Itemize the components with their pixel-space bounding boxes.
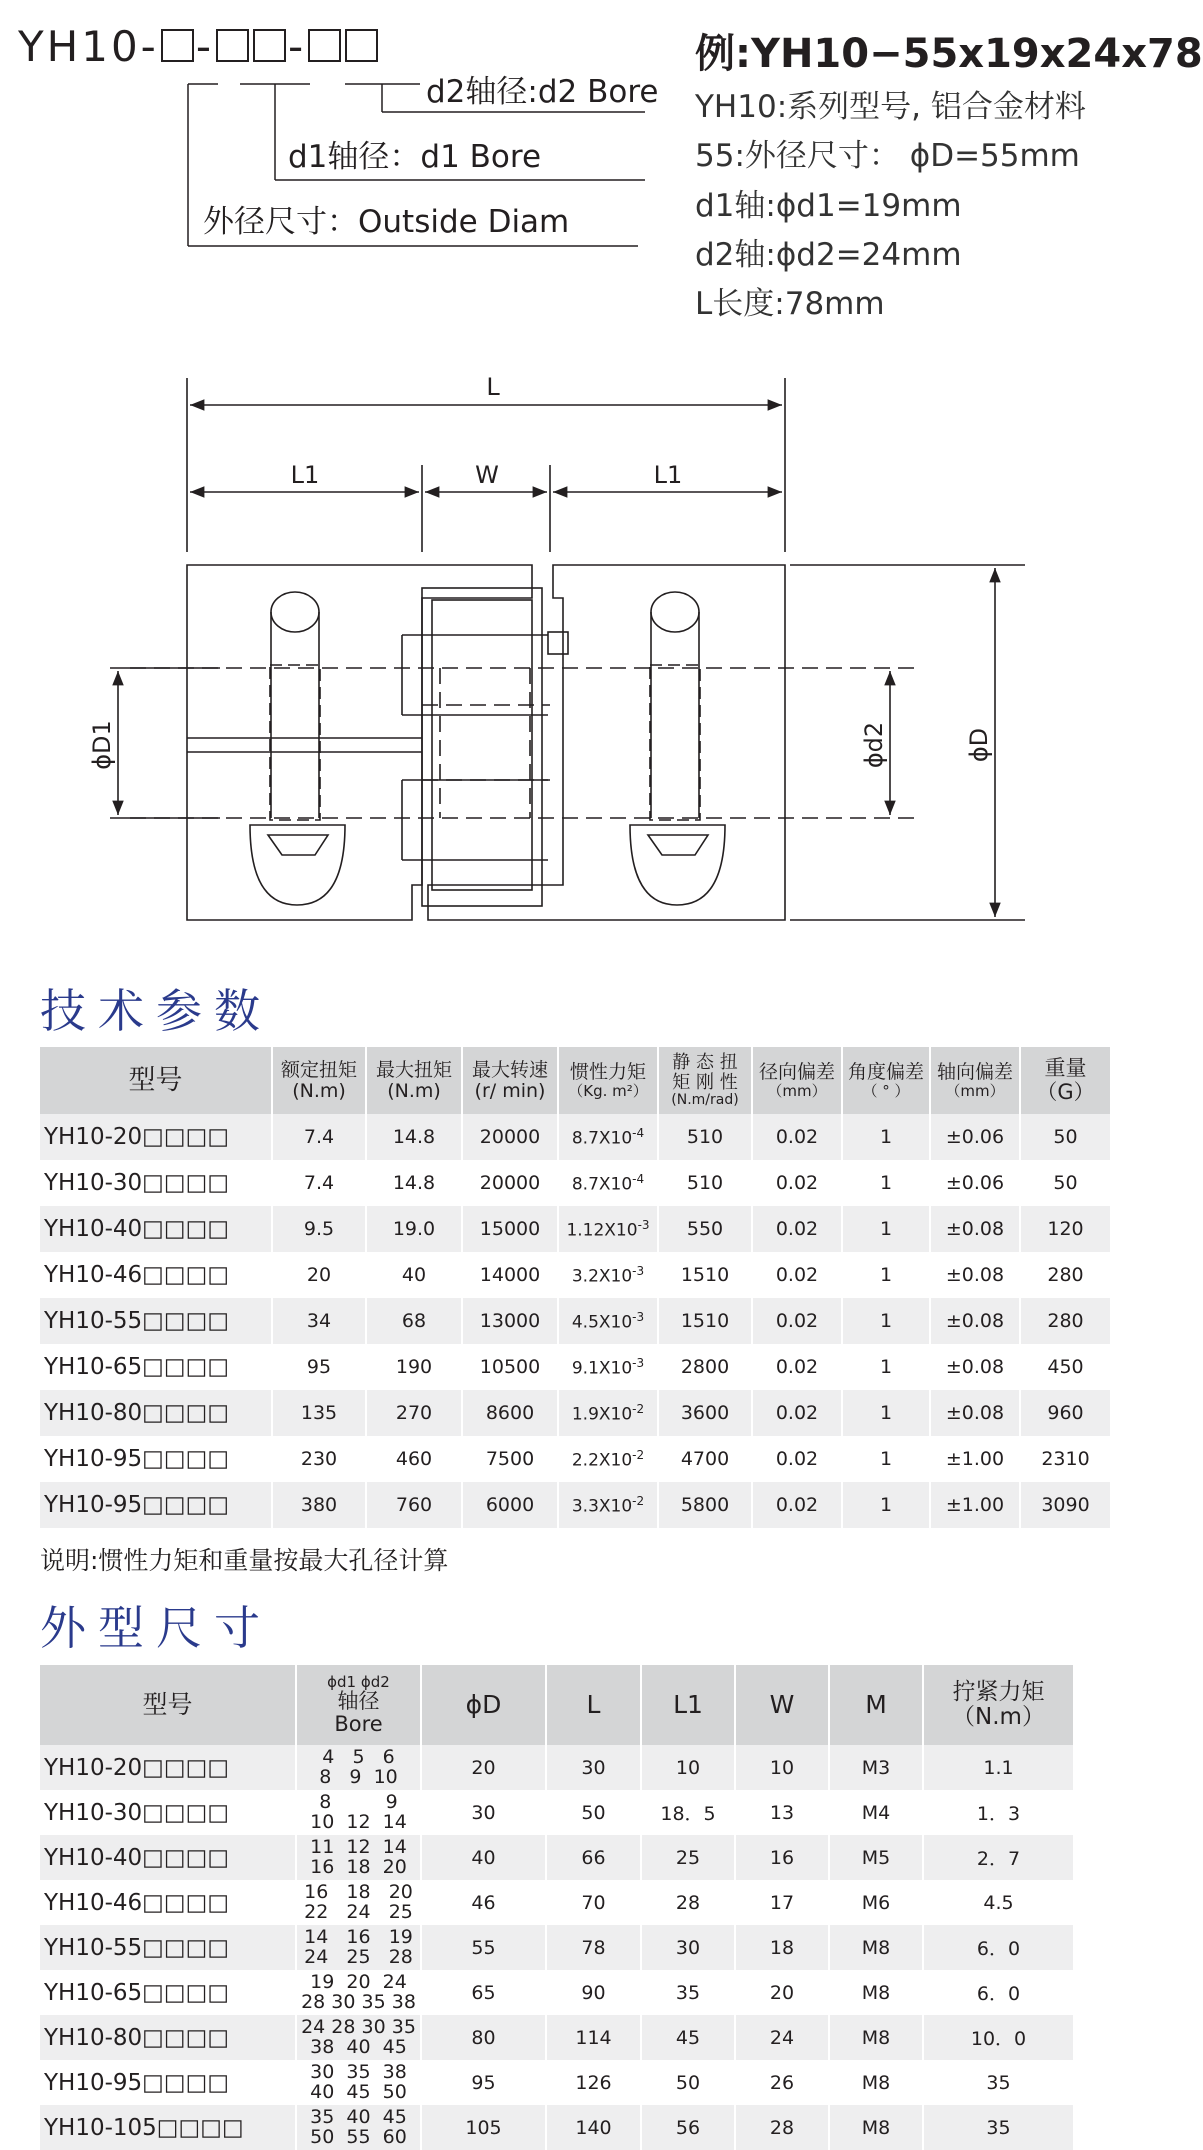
- cell-l1: 50: [641, 2060, 735, 2105]
- cell-radial: 0.02: [752, 1390, 842, 1436]
- label-L: L: [486, 373, 500, 401]
- cell-model: YH10-55□□□□: [40, 1298, 272, 1344]
- model-code-prefix: YH10-: [18, 22, 159, 71]
- inertia-exponent: -2: [632, 1401, 645, 1416]
- inertia-base: 1.9X10: [571, 1404, 633, 1425]
- cell-l1: 30: [641, 1925, 735, 1970]
- inertia-exponent: -3: [637, 1217, 650, 1232]
- bore-values-d1: 35 40 45: [310, 2105, 407, 2128]
- cell-rated-torque: 9.5: [272, 1206, 366, 1252]
- cell-model: YH10-20□□□□: [40, 1114, 272, 1160]
- table-row: [40, 1790, 1073, 1835]
- cell-w: 18: [735, 1925, 829, 1970]
- inertia-exponent: -3: [632, 1309, 645, 1324]
- cell-max-torque: 14.8: [366, 1114, 462, 1160]
- cell-axial: ±0.08: [930, 1206, 1020, 1252]
- bore-values-d2: 50 55 60: [310, 2125, 407, 2148]
- th-w: W: [735, 1665, 829, 1745]
- cell-l1: 28: [641, 1880, 735, 1925]
- cell-max-torque: 14.8: [366, 1160, 462, 1206]
- cell-m: M8: [829, 1970, 923, 2015]
- cell-inertia: [558, 1436, 658, 1482]
- th-l1: L1: [641, 1665, 735, 1745]
- cell-rated-torque: 135: [272, 1390, 366, 1436]
- cell-m: M5: [829, 1835, 923, 1880]
- cell-tightening-torque: 35: [923, 2060, 1073, 2105]
- cell-bore: [296, 2105, 421, 2150]
- cell-bore: [296, 1835, 421, 1880]
- table-row: [40, 2015, 1073, 2060]
- cell-radial: 0.02: [752, 1160, 842, 1206]
- example-line: YH10:系列型号, 铝合金材料: [695, 89, 1086, 125]
- bore-values-d2: 10 12 14: [310, 1810, 407, 1833]
- cell-bore: [296, 1745, 421, 1790]
- cell-axial: ±0.06: [930, 1160, 1020, 1206]
- cell-weight: 120: [1020, 1206, 1110, 1252]
- bore-values-d1: 8 9: [319, 1790, 398, 1813]
- cell-outer-diameter: 55: [421, 1925, 546, 1970]
- example-line: L长度:78mm: [695, 286, 885, 322]
- cell-max-speed: 14000: [462, 1252, 558, 1298]
- cell-radial: 0.02: [752, 1114, 842, 1160]
- tech-note: 说明:惯性力矩和重量按最大孔径计算: [40, 1546, 449, 1575]
- inertia-exponent: -4: [632, 1125, 645, 1140]
- cell-w: 20: [735, 1970, 829, 2015]
- cell-length: 66: [546, 1835, 641, 1880]
- cell-bore: [296, 1880, 421, 1925]
- inertia-exponent: -4: [632, 1171, 645, 1186]
- cell-tightening-torque: 1.1: [923, 1745, 1073, 1790]
- cell-angle: 1: [842, 1114, 930, 1160]
- cell-model: YH10-95□□□□: [40, 2060, 296, 2105]
- cell-angle: 1: [842, 1160, 930, 1206]
- d2-bore-label: d2轴径:d2 Bore: [426, 74, 659, 110]
- cell-length: 126: [546, 2060, 641, 2105]
- inertia-base: 1.12X10: [566, 1220, 638, 1241]
- cell-radial: 0.02: [752, 1298, 842, 1344]
- cell-rated-torque: 34: [272, 1298, 366, 1344]
- table-row: [40, 2060, 1073, 2105]
- th-weight: 重量 （G）: [1020, 1047, 1110, 1114]
- cell-inertia: [558, 1298, 658, 1344]
- th-length: L: [546, 1665, 641, 1745]
- cell-model: YH10-20□□□□: [40, 1745, 296, 1790]
- cell-max-speed: 20000: [462, 1160, 558, 1206]
- cell-model: YH10-40□□□□: [40, 1206, 272, 1252]
- th-max-speed: 最大转速 (r/ min): [462, 1047, 558, 1114]
- cell-weight: 960: [1020, 1390, 1110, 1436]
- inertia-base: 8.7X10: [571, 1128, 633, 1149]
- cell-model: YH10-80□□□□: [40, 2015, 296, 2060]
- cell-length: 50: [546, 1790, 641, 1835]
- bore-values-d2: 8 9 10: [319, 1765, 398, 1788]
- bore-values-d1: 14 16 19: [304, 1925, 413, 1948]
- cell-rated-torque: 380: [272, 1482, 366, 1528]
- th-axial: 轴向偏差 （mm）: [930, 1047, 1020, 1114]
- cell-weight: 50: [1020, 1114, 1110, 1160]
- bore-values-d1: 16 18 20: [304, 1880, 413, 1903]
- cell-outer-diameter: 105: [421, 2105, 546, 2150]
- inertia-base: 4.5X10: [571, 1312, 633, 1333]
- cell-tightening-torque: 1．3: [923, 1790, 1073, 1835]
- cell-max-torque: 190: [366, 1344, 462, 1390]
- cell-max-torque: 40: [366, 1252, 462, 1298]
- cell-axial: ±0.08: [930, 1390, 1020, 1436]
- table-row: [40, 1160, 1110, 1206]
- bore-values-d1: 24 28 30 35: [301, 2015, 416, 2038]
- bore-values-d2: 28 30 35 38: [301, 1990, 416, 2013]
- cell-bore: [296, 2060, 421, 2105]
- bore-values-d2: 22 24 25: [304, 1900, 413, 1923]
- label-L1-right: L1: [653, 461, 683, 489]
- cell-weight: 2310: [1020, 1436, 1110, 1482]
- cell-inertia: [558, 1206, 658, 1252]
- cell-w: 26: [735, 2060, 829, 2105]
- cell-weight: 50: [1020, 1160, 1110, 1206]
- tech-section-title: 技术参数: [40, 984, 272, 1038]
- label-L1-left: L1: [290, 461, 320, 489]
- cell-inertia: [558, 1160, 658, 1206]
- cell-inertia: [558, 1344, 658, 1390]
- bore-values-d1: 4 5 6: [322, 1745, 395, 1768]
- table-row: [40, 1436, 1110, 1482]
- cell-radial: 0.02: [752, 1252, 842, 1298]
- cell-inertia: [558, 1252, 658, 1298]
- example-line: 55:外径尺寸： ϕD=55mm: [695, 138, 1080, 174]
- cell-axial: ±0.08: [930, 1252, 1020, 1298]
- cell-max-torque: 68: [366, 1298, 462, 1344]
- cell-outer-diameter: 40: [421, 1835, 546, 1880]
- label-D: ϕD: [965, 727, 993, 763]
- cell-w: 16: [735, 1835, 829, 1880]
- table-row: [40, 1390, 1110, 1436]
- cell-max-torque: 760: [366, 1482, 462, 1528]
- th-outer-diameter: ϕD: [421, 1665, 546, 1745]
- coupling-drawing: [0, 360, 1150, 940]
- example-title: 例:YH10−55x19x24x78: [695, 31, 1203, 77]
- example-line: d2轴:ϕd2=24mm: [695, 237, 962, 273]
- cell-w: 13: [735, 1790, 829, 1835]
- tech-params-table: [40, 1047, 1110, 1528]
- cell-angle: 1: [842, 1298, 930, 1344]
- cell-bore: [296, 1970, 421, 2015]
- cell-radial: 0.02: [752, 1344, 842, 1390]
- cell-tightening-torque: 6．0: [923, 1925, 1073, 1970]
- cell-length: 70: [546, 1880, 641, 1925]
- cell-max-torque: 19.0: [366, 1206, 462, 1252]
- cell-m: M3: [829, 1745, 923, 1790]
- cell-angle: 1: [842, 1482, 930, 1528]
- cell-max-speed: 8600: [462, 1390, 558, 1436]
- cell-tightening-torque: 10．0: [923, 2015, 1073, 2060]
- table-row: [40, 1252, 1110, 1298]
- cell-stiffness: 510: [658, 1160, 752, 1206]
- cell-angle: 1: [842, 1344, 930, 1390]
- cell-model: YH10-105□□□□: [40, 2105, 296, 2150]
- cell-axial: ±0.08: [930, 1344, 1020, 1390]
- cell-length: 114: [546, 2015, 641, 2060]
- cell-model: YH10-40□□□□: [40, 1835, 296, 1880]
- cell-tightening-torque: 4.5: [923, 1880, 1073, 1925]
- cell-length: 30: [546, 1745, 641, 1790]
- code-dash: -: [288, 22, 307, 71]
- cell-inertia: [558, 1114, 658, 1160]
- inertia-exponent: -2: [632, 1447, 645, 1462]
- bore-values-d1: 30 35 38: [310, 2060, 407, 2083]
- cell-w: 24: [735, 2015, 829, 2060]
- th-inertia: 惯性力矩 （Kg. m²）: [558, 1047, 658, 1114]
- cell-axial: ±1.00: [930, 1482, 1020, 1528]
- cell-stiffness: 5800: [658, 1482, 752, 1528]
- inertia-base: 8.7X10: [571, 1174, 633, 1195]
- th-stiffness: 静 态 扭 矩 刚 性 (N.m/rad): [658, 1047, 752, 1114]
- cell-m: M8: [829, 2015, 923, 2060]
- cell-w: 10: [735, 1745, 829, 1790]
- table-row: [40, 1835, 1073, 1880]
- th-max-torque: 最大扭矩 (N.m): [366, 1047, 462, 1114]
- cell-stiffness: 550: [658, 1206, 752, 1252]
- inertia-base: 2.2X10: [571, 1450, 633, 1471]
- table-row: [40, 1482, 1110, 1528]
- example-line: d1轴:ϕd1=19mm: [695, 188, 962, 224]
- label-d2: ϕd2: [860, 721, 888, 769]
- outside-diam-label: 外径尺寸：Outside Diam: [203, 204, 570, 240]
- cell-m: M8: [829, 1925, 923, 1970]
- cell-m: M6: [829, 1880, 923, 1925]
- dim-section-title: 外型尺寸: [40, 1601, 272, 1655]
- cell-weight: 3090: [1020, 1482, 1110, 1528]
- cell-outer-diameter: 65: [421, 1970, 546, 2015]
- cell-model: YH10-30□□□□: [40, 1790, 296, 1835]
- bore-values-d2: 38 40 45: [310, 2035, 407, 2058]
- cell-l1: 56: [641, 2105, 735, 2150]
- cell-max-speed: 15000: [462, 1206, 558, 1252]
- cell-rated-torque: 95: [272, 1344, 366, 1390]
- cell-angle: 1: [842, 1206, 930, 1252]
- cell-w: 17: [735, 1880, 829, 1925]
- cell-outer-diameter: 95: [421, 2060, 546, 2105]
- table-row: [40, 1298, 1110, 1344]
- th-bore: ϕd1 ϕd2 轴径 Bore: [296, 1665, 421, 1745]
- table-row: [40, 1114, 1110, 1160]
- cell-stiffness: 510: [658, 1114, 752, 1160]
- inertia-exponent: -3: [632, 1263, 645, 1278]
- cell-bore: [296, 2015, 421, 2060]
- cell-model: YH10-55□□□□: [40, 1925, 296, 1970]
- table-row: [40, 1206, 1110, 1252]
- dimensions-table: [40, 1665, 1073, 2150]
- cell-m: M8: [829, 2105, 923, 2150]
- cell-max-torque: 460: [366, 1436, 462, 1482]
- cell-outer-diameter: 46: [421, 1880, 546, 1925]
- table-row: [40, 2105, 1073, 2150]
- cell-stiffness: 1510: [658, 1298, 752, 1344]
- cell-stiffness: 2800: [658, 1344, 752, 1390]
- cell-model: YH10-65□□□□: [40, 1344, 272, 1390]
- cell-max-torque: 270: [366, 1390, 462, 1436]
- cell-model: YH10-46□□□□: [40, 1880, 296, 1925]
- cell-model: YH10-80□□□□: [40, 1390, 272, 1436]
- label-W: W: [475, 461, 499, 489]
- th-tightening-torque: 拧紧力矩 （N.m）: [923, 1665, 1073, 1745]
- cell-l1: 10: [641, 1745, 735, 1790]
- cell-tightening-torque: 6．0: [923, 1970, 1073, 2015]
- cell-angle: 1: [842, 1436, 930, 1482]
- cell-model: YH10-95□□□□: [40, 1482, 272, 1528]
- cell-radial: 0.02: [752, 1206, 842, 1252]
- cell-radial: 0.02: [752, 1482, 842, 1528]
- inertia-base: 3.3X10: [571, 1496, 633, 1517]
- cell-angle: 1: [842, 1390, 930, 1436]
- cell-outer-diameter: 20: [421, 1745, 546, 1790]
- cell-m: M8: [829, 2060, 923, 2105]
- cell-axial: ±0.08: [930, 1298, 1020, 1344]
- cell-angle: 1: [842, 1252, 930, 1298]
- cell-max-speed: 13000: [462, 1298, 558, 1344]
- cell-tightening-torque: 35: [923, 2105, 1073, 2150]
- cell-l1: 35: [641, 1970, 735, 2015]
- cell-max-speed: 10500: [462, 1344, 558, 1390]
- cell-m: M4: [829, 1790, 923, 1835]
- cell-weight: 280: [1020, 1252, 1110, 1298]
- bore-values-d1: 19 20 24: [310, 1970, 407, 1993]
- cell-l1: 25: [641, 1835, 735, 1880]
- cell-model: YH10-46□□□□: [40, 1252, 272, 1298]
- cell-outer-diameter: 30: [421, 1790, 546, 1835]
- cell-max-speed: 6000: [462, 1482, 558, 1528]
- cell-max-speed: 7500: [462, 1436, 558, 1482]
- cell-w: 28: [735, 2105, 829, 2150]
- cell-stiffness: 4700: [658, 1436, 752, 1482]
- th-model: 型号: [40, 1047, 272, 1114]
- table-row: [40, 1880, 1073, 1925]
- bore-values-d2: 16 18 20: [310, 1855, 407, 1878]
- cell-tightening-torque: 2．7: [923, 1835, 1073, 1880]
- label-D1: ϕD1: [88, 720, 116, 770]
- cell-length: 78: [546, 1925, 641, 1970]
- table-row: [40, 1344, 1110, 1390]
- table-row: [40, 1970, 1073, 2015]
- bore-values-d2: 24 25 28: [304, 1945, 413, 1968]
- cell-length: 90: [546, 1970, 641, 2015]
- cell-outer-diameter: 80: [421, 2015, 546, 2060]
- cell-rated-torque: 230: [272, 1436, 366, 1482]
- bore-values-d1: 11 12 14: [310, 1835, 407, 1858]
- cell-max-speed: 20000: [462, 1114, 558, 1160]
- cell-l1: 18．5: [641, 1790, 735, 1835]
- cell-bore: [296, 1790, 421, 1835]
- table-row: [40, 1925, 1073, 1970]
- cell-rated-torque: 7.4: [272, 1114, 366, 1160]
- cell-bore: [296, 1925, 421, 1970]
- cell-model: YH10-30□□□□: [40, 1160, 272, 1206]
- cell-axial: ±1.00: [930, 1436, 1020, 1482]
- cell-l1: 45: [641, 2015, 735, 2060]
- cell-stiffness: 1510: [658, 1252, 752, 1298]
- cell-rated-torque: 20: [272, 1252, 366, 1298]
- th-model: 型号: [40, 1665, 296, 1745]
- cell-weight: 280: [1020, 1298, 1110, 1344]
- code-dash: -: [195, 22, 214, 71]
- cell-length: 140: [546, 2105, 641, 2150]
- inertia-base: 9.1X10: [571, 1358, 633, 1379]
- th-radial: 径向偏差 （mm）: [752, 1047, 842, 1114]
- cell-weight: 450: [1020, 1344, 1110, 1390]
- inertia-base: 3.2X10: [571, 1266, 633, 1287]
- cell-inertia: [558, 1482, 658, 1528]
- th-rated-torque: 额定扭矩 (N.m): [272, 1047, 366, 1114]
- cell-stiffness: 3600: [658, 1390, 752, 1436]
- cell-radial: 0.02: [752, 1436, 842, 1482]
- cell-model: YH10-95□□□□: [40, 1436, 272, 1482]
- cell-rated-torque: 7.4: [272, 1160, 366, 1206]
- table-row: [40, 1745, 1073, 1790]
- th-m: M: [829, 1665, 923, 1745]
- th-angle: 角度偏差 （ ° ）: [842, 1047, 930, 1114]
- cell-inertia: [558, 1390, 658, 1436]
- cell-axial: ±0.06: [930, 1114, 1020, 1160]
- inertia-exponent: -3: [632, 1355, 645, 1370]
- cell-model: YH10-65□□□□: [40, 1970, 296, 2015]
- inertia-exponent: -2: [632, 1493, 645, 1508]
- d1-bore-label: d1轴径：d1 Bore: [288, 139, 542, 175]
- bore-values-d2: 40 45 50: [310, 2080, 407, 2103]
